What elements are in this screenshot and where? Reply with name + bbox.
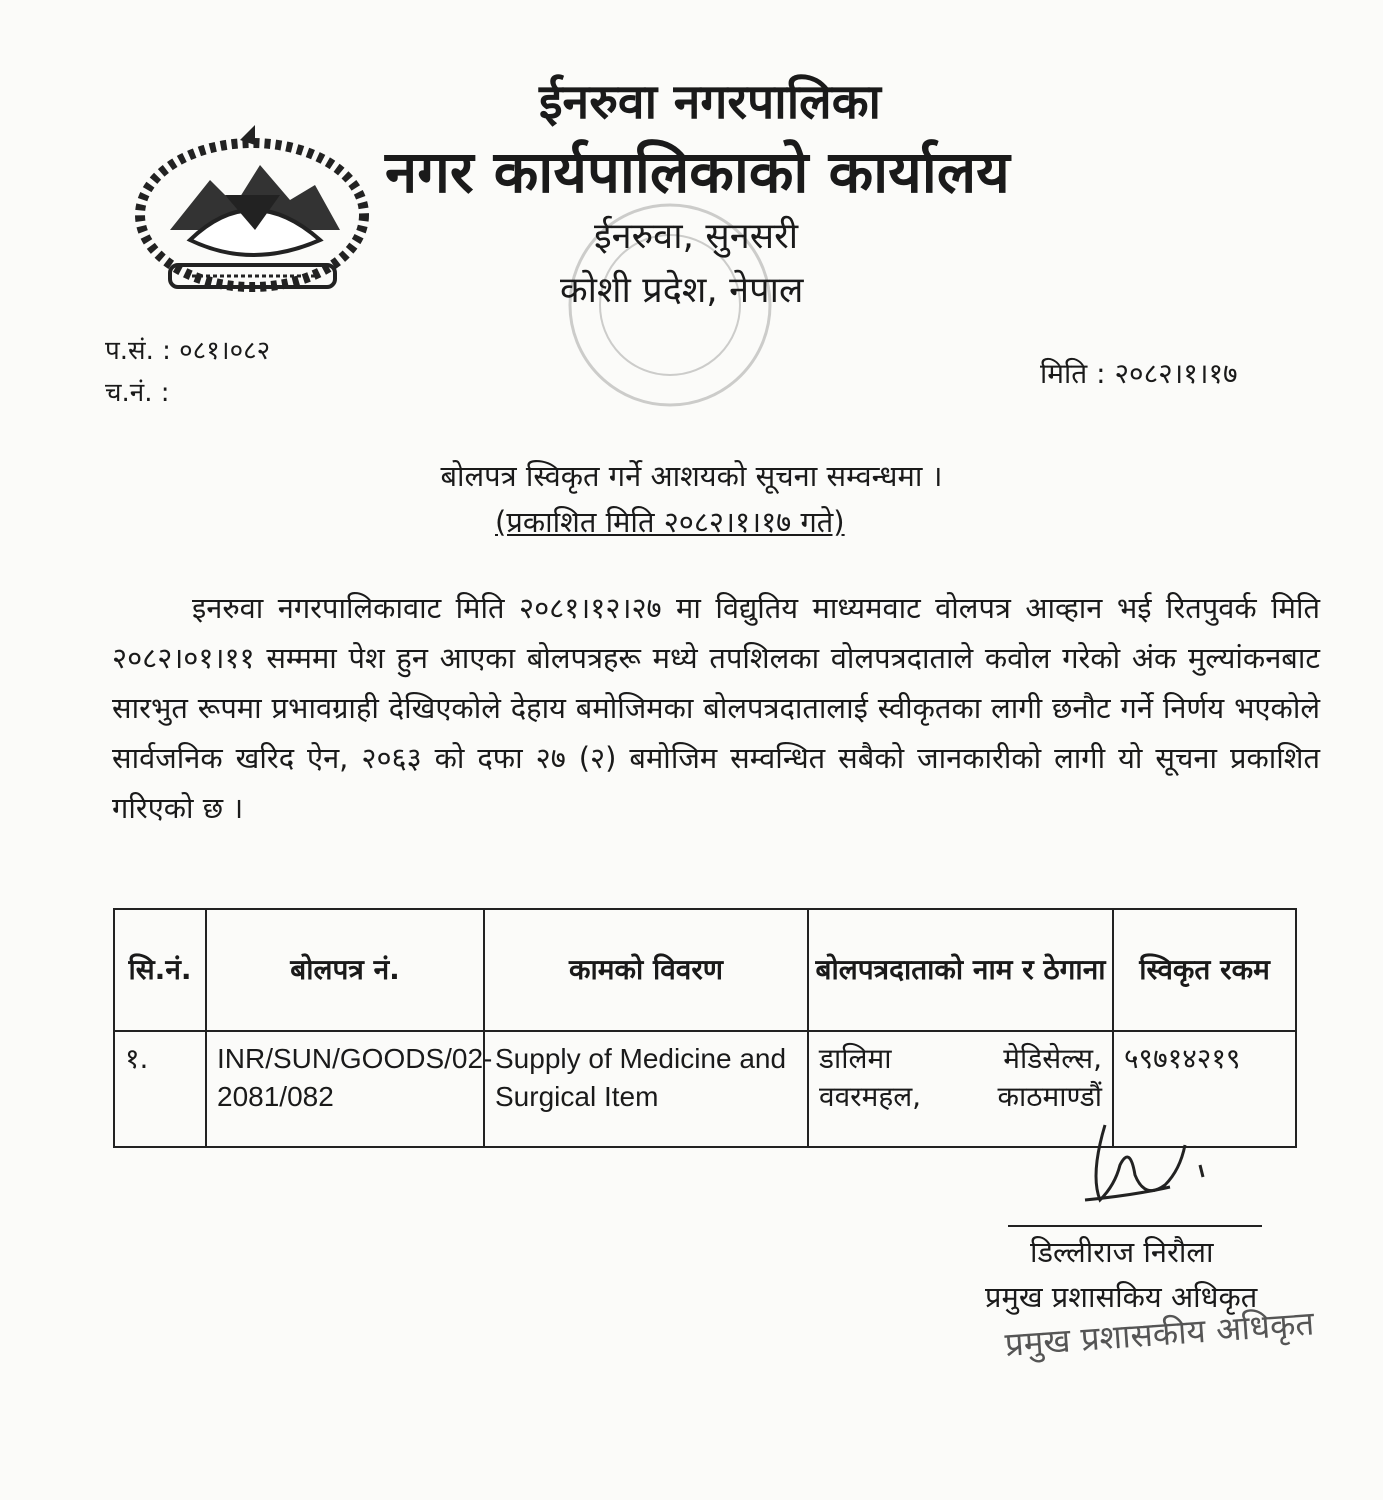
nepal-emblem-logo [130, 120, 375, 315]
cell-description: Supply of Medicine and Surgical Item [484, 1031, 808, 1147]
notice-body: इनरुवा नगरपालिकावाट मिति २०८१।१२।२७ मा विद्युतिय माध्यमवाट वोलपत्र आव्हान भई रितपुवर्क मिति २०८२।०१।११ सम्ममा पेश हुन आएका बोलपत्रहरू मध्ये तपशिलका वोलपत्रदाताले कवोल गरेको अंक मुल्यांकनबाट सारभुत रूपमा प्रभावग्राही देखिएकोले देहाय बमोजिमका बोलपत्रदातालाई स्वीकृतका लागी छनौट गर्ने निर्णय भएकोले सार्वजनिक खरिद ऐन, २०६३ को दफा २७ (२) बमोजिम सम्वन्धित सबैको जानकारीको लागी यो सूचना प्रकाशित गरिएको छ । [112, 591, 1320, 825]
signatory-designation: प्रमुख प्रशासकिय अधिकृत [985, 1280, 1258, 1314]
cell-bid-no: INR/SUN/GOODS/02-2081/082 [206, 1031, 484, 1147]
signatory-name: डिल्लीराज निरौला [1030, 1235, 1214, 1269]
signature-line [1008, 1225, 1262, 1227]
reference-number: प.सं. : ०८१।०८२ [105, 336, 271, 366]
municipality-name: ईनरुवा नगरपालिका [538, 74, 881, 130]
header-bid-no: बोलपत्र नं. [206, 909, 484, 1031]
published-date: (प्रकाशित मिति २०८२।१।१७ गते) [495, 505, 845, 539]
header-bidder: बोलपत्रदाताको नाम र ठेगाना [808, 909, 1113, 1031]
location-line1: ईनरुवा, सुनसरी [594, 216, 799, 257]
handwritten-signature [1075, 1115, 1215, 1210]
cell-sn: १. [114, 1031, 206, 1147]
cell-bidder: डालिमा मेडिसेल्स, ववरमहल, काठमाण्डौं [808, 1031, 1113, 1147]
letter-date: मिति : २०८२।१।१७ [1040, 357, 1238, 390]
notice-subject: बोलपत्र स्विकृत गर्ने आशयको सूचना सम्वन्धमा । [440, 459, 943, 493]
dispatch-number: च.नं. : [105, 378, 170, 408]
office-name: नगर कार्यपालिकाको कार्यालय [385, 138, 1010, 206]
table-header-row [114, 909, 1296, 1031]
header-sn: सि.नं. [114, 909, 206, 1031]
cell-amount: ५९७१४२१९ [1113, 1031, 1296, 1147]
header-description: कामको विवरण [484, 909, 808, 1031]
award-table [113, 908, 1297, 1148]
header-amount: स्विकृत रकम [1113, 909, 1296, 1031]
location-line2: कोशी प्रदेश, नेपाल [560, 270, 804, 311]
designation-stamp: प्रमुख प्रशासकीय अधिकृत [1003, 1303, 1316, 1364]
